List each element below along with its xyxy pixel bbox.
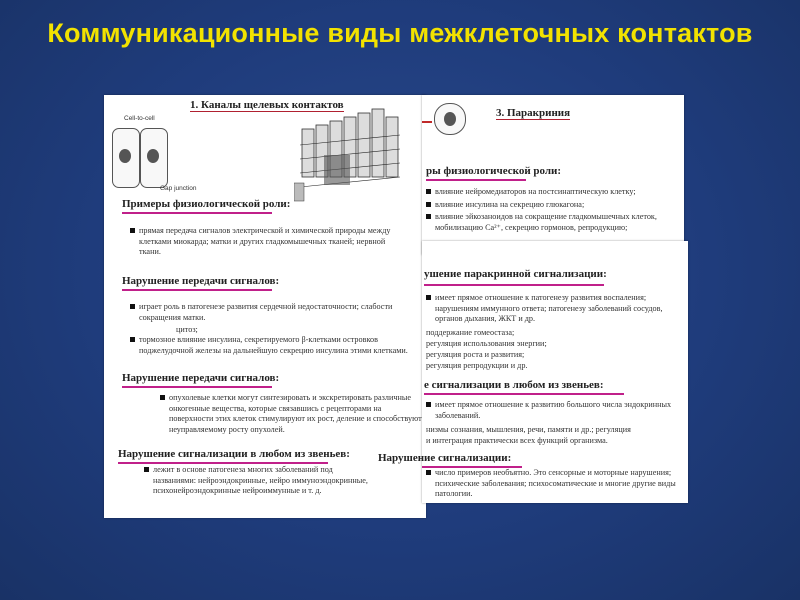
page-c-item: число примеров необъятно. Это сенсорные и моторные нарушения; психические заболевания; психосоматические и многие другие виды патологии. [426,468,684,500]
page-a-item: играет роль в патогенезе развития сердечной недостаточности; слабости сокращения матки. [130,302,410,323]
underline [118,462,328,464]
page-c-section-paracrine-disruption: ушение паракринной сигнализации: [424,268,607,280]
bullet [130,228,135,233]
cell-small [434,103,466,135]
underline [424,284,604,286]
page-c-section-signaling-disruption: Нарушение сигнализации: [378,452,512,464]
cell-left [112,128,140,188]
page-a-item: прямая передача сигналов электрической и химической природы между клетками миокарда; матки и других гладкомышечных тканей; нервной ткани. [130,226,396,258]
page-a-item: тормозное влияние инсулина, секретируемого β-клетками островков поджелудочной железы на дальнейшую секрецию инсулина этими клетками. [130,335,422,356]
nucleus [147,149,159,163]
page-a-section-any-link: Нарушение сигнализации в любом из звеньев: [118,448,350,460]
page-c-line: низмы сознания, мышления, речи, памяти и др.; регуляция [426,425,631,434]
page-c-item: имеет прямое отношение к развитию большого числа эндокринных заболеваний. [426,400,684,421]
page-c-line: регуляция репродукции и др. [426,361,528,370]
arrow-indicator [422,121,432,123]
bullet [130,337,135,342]
page-c-line: и интеграция практически всех функций организма. [426,436,608,445]
gap-junction-structure-illustration [294,105,414,205]
page-c-section-any-link: е сигнализации в любом из звеньев: [424,379,604,391]
underline [122,212,272,214]
underline [122,386,272,388]
page-a-section-signal-disruption: Нарушение передачи сигналов: [122,275,280,287]
bullet [426,402,431,407]
underline [424,393,624,395]
page-a-header: 1. Каналы щелевых контактов [190,99,344,111]
underline [426,179,526,181]
page-paracrine-disruption [378,241,688,503]
page-b-header: 3. Паракриния [496,107,571,119]
page-c-item: имеет прямое отношение к патогенезу развития воспаления; нарушениям иммунного ответа; патогенезу заболеваний сосудов, органов дыхания, ЖКТ и др. [426,293,684,325]
page-a-fragment: цитоз; [176,325,198,334]
bullet [426,295,431,300]
underline [122,289,272,291]
nucleus [119,149,131,163]
cell-right [140,128,168,188]
page-c-line: регуляция роста и развития; [426,350,525,359]
page-a-item: опухолевые клетки могут синтезировать и экскретировать различные онкогенные вещества, которые связавшись с рецепторами на поверхности этих клеток стимулируют их рост, деление и способствуют неуправляемому росту опухолей. [160,393,422,435]
page-a-section-physiological-role: Примеры физиологической роли: [122,198,291,210]
diagram-label-gap-junction: Gap junction [160,185,197,192]
diagram-label-cell-to-cell: Cell-to-cell [124,115,155,122]
page-b-item: влияние нейромедиаторов на постсинаптическую клетку; [426,187,678,198]
page-b-section: ры физиологической роли: [426,165,562,177]
page-paracrine [422,95,684,255]
bullet [426,189,431,194]
bullet [426,470,431,475]
nucleus [444,112,456,126]
bullet [130,304,135,309]
page-a-item: лежит в основе патогенеза многих заболеваний под названиями: нейроэндокринные, нейро иммуноэндокринные, психонейроэндокринные нейроиммунные и т. д. [144,465,374,497]
page-c-line: регуляция использования энергии; [426,339,547,348]
slide-title: Коммуникационные виды межклеточных контактов [47,18,753,48]
page-b-item: влияние эйкозаноидов на сокращение гладкомышечных клеток, мобилизацию Ca²⁺, секрецию гормонов, репродукцию; [426,212,678,233]
bullet [426,202,431,207]
bullet [144,467,149,472]
bullet [426,214,431,219]
page-b-item: влияние инсулина на секрецию глюкагона; [426,200,678,211]
bullet [160,395,165,400]
page-a-section-signal-disruption-2: Нарушение передачи сигналов: [122,372,280,384]
page-c-line: поддержание гомеостаза; [426,328,515,337]
